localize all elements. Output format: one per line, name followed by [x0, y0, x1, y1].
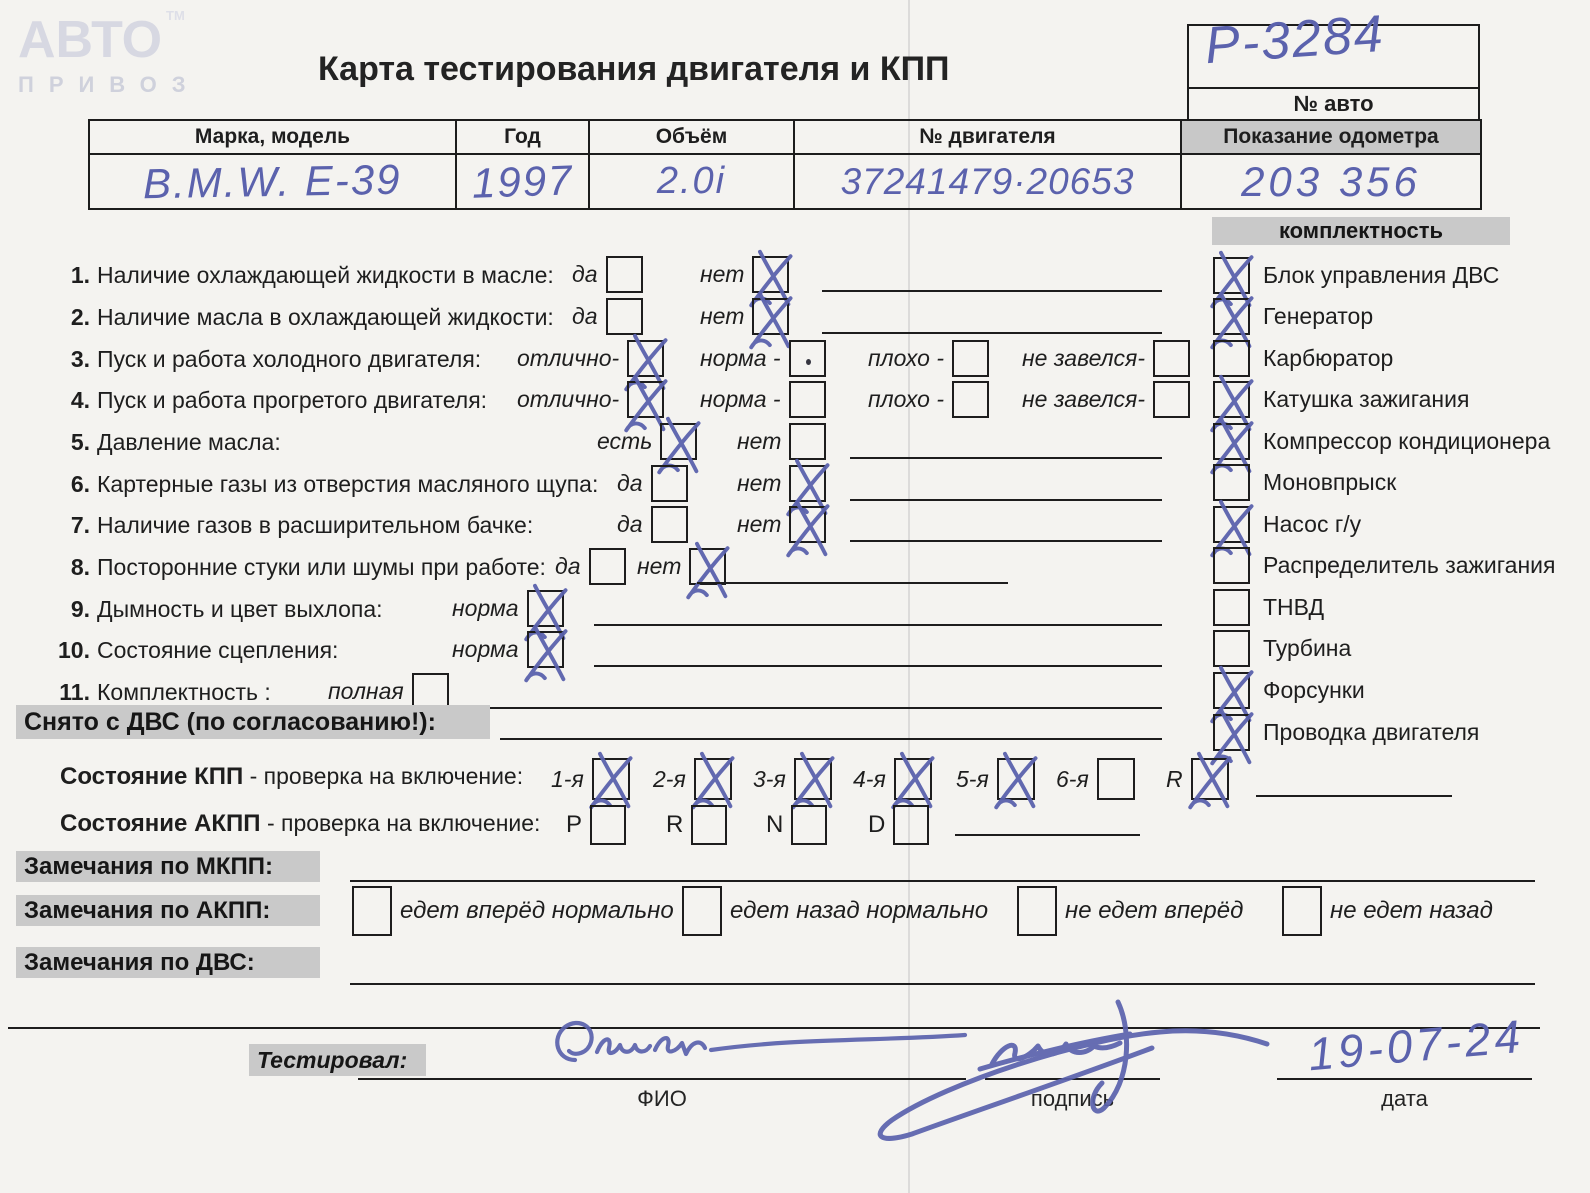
- checkbox[interactable]: [894, 758, 932, 800]
- checkbox[interactable]: [1213, 381, 1250, 418]
- completeness-item: [1213, 298, 1373, 336]
- handwritten-x-mark: [1209, 503, 1257, 553]
- cell-odometer[interactable]: [1182, 155, 1480, 208]
- checkbox[interactable]: [592, 758, 630, 800]
- checkbox[interactable]: [606, 298, 643, 335]
- item-number: 1.: [70, 262, 90, 288]
- checkbox[interactable]: [789, 340, 826, 377]
- answer-option: [452, 590, 564, 627]
- akpp-gear-option: [566, 805, 626, 845]
- kpp-gear-option: [853, 758, 932, 800]
- item-number: 7.: [70, 512, 90, 538]
- checkbox[interactable]: [1153, 381, 1190, 418]
- col-header-engine-no: № двигателя: [795, 121, 1182, 155]
- answer-option-label: да: [555, 553, 581, 579]
- kpp-gear-option: [956, 758, 1035, 800]
- item-number: 11.: [59, 679, 90, 705]
- checkbox[interactable]: [952, 381, 989, 418]
- completeness-item-label: Турбина: [1263, 635, 1352, 662]
- checkbox[interactable]: [1213, 464, 1250, 501]
- item-number: 5.: [70, 429, 90, 455]
- handwritten-x-mark: [1209, 420, 1257, 470]
- checkbox[interactable]: [1191, 758, 1229, 800]
- pen-dot: [806, 359, 811, 365]
- handwritten-x-mark: [1209, 295, 1257, 345]
- checkbox[interactable]: [791, 805, 827, 845]
- completeness-item-label: Генератор: [1263, 303, 1374, 330]
- answer-option-label: норма: [452, 636, 519, 662]
- cell-volume[interactable]: [590, 155, 795, 208]
- kpp-gear-label: 3-я: [753, 765, 786, 792]
- checkbox[interactable]: [789, 506, 826, 543]
- akpp-state-label-bold: Состояние АКПП: [60, 810, 261, 837]
- col-header-make: Марка, модель: [90, 121, 457, 155]
- item-label: Пуск и работа прогретого двигателя:: [97, 387, 488, 413]
- item-label: Наличие газов в расширительном бачке:: [97, 512, 534, 538]
- col-header-volume: Объём: [590, 121, 795, 155]
- answer-option: [700, 298, 789, 335]
- logo-tm-mark: TM: [166, 8, 185, 23]
- completeness-item-label: Проводка двигателя: [1263, 718, 1480, 745]
- checkbox[interactable]: [789, 423, 826, 460]
- checkbox[interactable]: [627, 381, 664, 418]
- item-label: Наличие охлаждающей жидкости в масле:: [97, 262, 554, 288]
- checkbox[interactable]: [651, 506, 688, 543]
- answer-option-label: плохо -: [868, 386, 944, 412]
- item-label: Посторонние стуки или шумы при работе:: [97, 554, 546, 580]
- checkbox[interactable]: [1213, 340, 1250, 377]
- write-in-line: [1256, 795, 1452, 797]
- checklist-row: [0, 590, 1590, 630]
- answer-option: [700, 256, 789, 293]
- item-number: 9.: [70, 596, 90, 622]
- answer-option-label: норма: [452, 595, 519, 621]
- mkpp-remarks-label: Замечания по МКПП:: [16, 851, 320, 882]
- write-in-line: [822, 332, 1162, 334]
- signature-caption: подпись: [1030, 1086, 1115, 1111]
- answer-option-label: не завелся-: [1022, 386, 1146, 412]
- akpp-gear-option: [868, 805, 929, 845]
- answer-option: [517, 340, 664, 377]
- answer-option-label: норма -: [700, 386, 781, 412]
- akpp-remark-option-label: не едет вперёд: [1065, 897, 1244, 924]
- dvs-remarks-label: Замечания по ДВС:: [16, 947, 320, 978]
- answer-option: [572, 256, 643, 293]
- answer-option: [617, 506, 688, 543]
- answer-option-label: нет: [637, 553, 682, 579]
- akpp-state-label: [60, 803, 540, 844]
- answer-option: [737, 465, 826, 502]
- checkbox[interactable]: [893, 805, 929, 845]
- answer-option: [452, 631, 564, 668]
- date-handwritten: 19-07-24: [1306, 1009, 1526, 1081]
- checkbox[interactable]: [789, 465, 826, 502]
- answer-option-label: не завелся-: [1022, 345, 1146, 371]
- checkbox[interactable]: [1097, 758, 1135, 800]
- completeness-item: [1213, 672, 1365, 710]
- item-number: 4.: [70, 387, 90, 413]
- akpp-remark-option: [352, 886, 674, 936]
- kpp-gear-option: [1056, 758, 1135, 800]
- checkbox[interactable]: [606, 256, 643, 293]
- answer-option: [572, 298, 643, 335]
- checkbox[interactable]: [527, 590, 564, 627]
- write-in-line: [594, 624, 1162, 626]
- handwritten-x-mark: [748, 295, 796, 345]
- handwritten-x-mark: [523, 628, 571, 678]
- answer-option: [868, 381, 989, 418]
- checkbox[interactable]: [1282, 886, 1322, 936]
- answer-option: [700, 381, 826, 418]
- item-number: 3.: [70, 346, 90, 372]
- kpp-gear-label: 6-я: [1056, 765, 1089, 792]
- item-number: 6.: [70, 471, 90, 497]
- completeness-item-label: Распределитель зажигания: [1263, 552, 1556, 579]
- cell-make[interactable]: [90, 155, 457, 208]
- checklist-row: [0, 631, 1590, 671]
- checkbox[interactable]: [1153, 340, 1190, 377]
- completeness-item: [1213, 464, 1396, 502]
- kpp-state-label-bold: Состояние КПП: [60, 763, 244, 790]
- write-in-line: [955, 834, 1140, 836]
- answer-option-label: да: [617, 470, 643, 496]
- kpp-gear-option: [653, 758, 732, 800]
- checkbox[interactable]: [660, 423, 697, 460]
- kpp-gear-label: 4-я: [853, 765, 886, 792]
- page-title: Карта тестирования двигателя и КПП: [318, 50, 950, 88]
- completeness-item: [1213, 381, 1469, 419]
- item-label: Пуск и работа холодного двигателя:: [97, 346, 482, 372]
- fio-caption: ФИО: [637, 1086, 687, 1111]
- akpp-gear-option: [766, 805, 827, 845]
- year-handwritten: 1997: [470, 155, 574, 207]
- akpp-remark-option-label: едет назад нормально: [730, 897, 989, 924]
- write-in-line: [350, 880, 1535, 882]
- auto-number-box: [1187, 4, 1480, 121]
- answer-option-label: да: [572, 261, 598, 287]
- handwritten-x-mark: [690, 755, 738, 805]
- completeness-item-label: Катушка зажигания: [1263, 386, 1470, 413]
- akpp-remark-option-label: не едет назад: [1330, 897, 1493, 924]
- answer-option-label: нет: [737, 511, 782, 537]
- completeness-item: [1213, 505, 1361, 543]
- odometer-handwritten: 203 356: [1241, 157, 1421, 205]
- write-in-line: [822, 290, 1162, 292]
- auto-number-label: № авто: [1189, 87, 1478, 118]
- answer-option-label: да: [572, 303, 598, 329]
- answer-option: [737, 423, 826, 460]
- akpp-remarks-label: Замечания по АКПП:: [16, 895, 320, 926]
- kpp-state-label: [60, 756, 523, 797]
- akpp-remark-option: [682, 886, 988, 936]
- answer-option: [700, 340, 826, 377]
- removed-from-engine-label: Снято с ДВС (по согласованию!):: [16, 705, 490, 739]
- kpp-gear-label: R: [1166, 765, 1183, 792]
- checkbox[interactable]: [997, 758, 1035, 800]
- answer-option: [1022, 340, 1190, 377]
- write-in-line: [850, 457, 1162, 459]
- checkbox[interactable]: [794, 758, 832, 800]
- completeness-item-label: Карбюратор: [1263, 344, 1394, 371]
- completeness-item: [1213, 422, 1550, 460]
- auto-number-field[interactable]: [1189, 4, 1478, 87]
- handwritten-x-mark: [656, 420, 704, 470]
- checkbox[interactable]: [527, 631, 564, 668]
- write-in-line: [850, 540, 1162, 542]
- checkbox[interactable]: [1017, 886, 1057, 936]
- kpp-state-label-rest: - проверка на включение:: [243, 763, 524, 789]
- item-label: Дымность и цвет выхлопа:: [97, 596, 383, 622]
- akpp-remark-option: [1282, 886, 1493, 936]
- answer-option: [555, 548, 626, 585]
- answer-option-label: полная: [328, 678, 404, 704]
- checkbox[interactable]: [590, 805, 626, 845]
- item-number: 10.: [58, 637, 90, 663]
- completeness-item: [1213, 630, 1351, 668]
- checkbox[interactable]: [1213, 298, 1250, 335]
- akpp-remark-option-label: едет вперёд нормально: [400, 897, 674, 924]
- item-label: Комплектность :: [97, 679, 271, 705]
- signature-handwriting: [852, 986, 1272, 1154]
- handwritten-x-mark: [890, 755, 938, 805]
- kpp-gear-option: [1166, 758, 1229, 800]
- kpp-gear-label: 2-я: [653, 765, 686, 792]
- checkbox[interactable]: [627, 340, 664, 377]
- akpp-gear-label: N: [766, 811, 784, 838]
- completeness-item-label: ТНВД: [1263, 593, 1325, 620]
- completeness-item-label: Моновпрыск: [1263, 469, 1397, 496]
- logo-brand-row: [18, 8, 201, 69]
- col-header-year: Год: [457, 121, 590, 155]
- make-handwritten: B.M.W. E-39: [142, 155, 403, 207]
- checkbox[interactable]: [1213, 630, 1250, 667]
- checkbox[interactable]: [789, 381, 826, 418]
- checkbox[interactable]: [691, 805, 727, 845]
- write-in-line: [850, 499, 1162, 501]
- checkbox[interactable]: [1213, 589, 1250, 626]
- answer-option-label: нет: [737, 470, 782, 496]
- logo-brand-text: АВТО: [18, 11, 163, 69]
- completeness-item: [1213, 339, 1393, 377]
- akpp-gear-label: R: [666, 811, 684, 838]
- cell-year[interactable]: [457, 155, 590, 208]
- checkbox[interactable]: [752, 256, 789, 293]
- auto-number-handwritten: Р-3284: [1203, 4, 1387, 76]
- vehicle-table: [88, 119, 1482, 210]
- answer-option: [737, 506, 826, 543]
- answer-option-label: норма -: [700, 345, 781, 371]
- checkbox[interactable]: [1213, 423, 1250, 460]
- checkbox[interactable]: [589, 548, 626, 585]
- write-in-line: [594, 665, 1162, 667]
- tested-by-label: Тестировал:: [249, 1044, 426, 1076]
- completeness-item: [1213, 256, 1499, 294]
- write-in-line: [350, 983, 1535, 985]
- cell-engine-no[interactable]: [795, 155, 1182, 208]
- answer-option-label: нет: [737, 428, 782, 454]
- checkbox[interactable]: [682, 886, 722, 936]
- completeness-header: комплектность: [1212, 217, 1510, 245]
- answer-option-label: да: [617, 511, 643, 537]
- logo-subtitle: ПРИВОЗ: [18, 72, 201, 97]
- checkbox[interactable]: [752, 298, 789, 335]
- kpp-gear-label: 1-я: [551, 765, 584, 792]
- answer-option-label: есть: [597, 428, 653, 454]
- checkbox[interactable]: [352, 886, 392, 936]
- checkbox[interactable]: [952, 340, 989, 377]
- col-header-odometer: Показание одометра: [1182, 121, 1480, 155]
- logo: [18, 8, 201, 98]
- handwritten-x-mark: [1187, 755, 1235, 805]
- item-label: Наличие масла в охлаждающей жидкости:: [97, 304, 554, 330]
- handwritten-x-mark: [790, 755, 838, 805]
- date-caption: дата: [1381, 1086, 1428, 1111]
- handwritten-x-mark: [993, 755, 1041, 805]
- completeness-item-label: Насос г/у: [1263, 510, 1362, 537]
- kpp-gear-option: [551, 758, 630, 800]
- completeness-item: [1213, 588, 1324, 626]
- engine-no-handwritten: 37241479·20653: [840, 160, 1135, 202]
- answer-option: [617, 465, 688, 502]
- handwritten-x-mark: [588, 755, 636, 805]
- akpp-remark-option: [1017, 886, 1243, 936]
- handwritten-x-mark: [785, 503, 833, 553]
- answer-option: [517, 381, 664, 418]
- akpp-gear-option: [666, 805, 727, 845]
- item-label: Давление масла:: [97, 429, 281, 455]
- checkbox[interactable]: [1213, 506, 1250, 543]
- write-in-line: [458, 707, 1162, 709]
- write-in-line: [500, 738, 1162, 740]
- answer-option-label: нет: [700, 261, 745, 287]
- volume-handwritten: 2.0i: [656, 160, 727, 202]
- write-in-line: [697, 582, 1008, 584]
- checkbox[interactable]: [1213, 257, 1250, 294]
- answer-option: [1022, 381, 1190, 418]
- answer-option-label: отлично-: [517, 386, 620, 412]
- completeness-item-label: Блок управления ДВС: [1263, 261, 1500, 288]
- handwritten-x-mark: [1209, 711, 1257, 761]
- handwritten-x-mark: [685, 545, 733, 595]
- checkbox[interactable]: [694, 758, 732, 800]
- checkbox[interactable]: [689, 548, 726, 585]
- kpp-gear-option: [753, 758, 832, 800]
- answer-option: [868, 340, 989, 377]
- completeness-item: [1213, 713, 1479, 751]
- completeness-item-label: Компрессор кондиционера: [1263, 427, 1551, 454]
- akpp-state-label-rest: - проверка на включение:: [260, 810, 541, 836]
- answer-option-label: плохо -: [868, 345, 944, 371]
- checkbox[interactable]: [1213, 714, 1250, 751]
- item-number: 2.: [70, 304, 90, 330]
- completeness-item-label: Форсунки: [1263, 677, 1365, 703]
- akpp-gear-label: D: [868, 811, 886, 838]
- item-label: Состояние сцепления:: [97, 637, 339, 663]
- checkbox[interactable]: [651, 465, 688, 502]
- akpp-gear-label: P: [566, 811, 583, 838]
- completeness-item: [1213, 547, 1555, 585]
- answer-option-label: нет: [700, 303, 745, 329]
- item-label: Картерные газы из отверстия масляного щупа:: [97, 471, 599, 497]
- answer-option: [637, 548, 726, 585]
- kpp-gear-label: 5-я: [956, 765, 989, 792]
- checkbox[interactable]: [1213, 547, 1250, 584]
- checkbox[interactable]: [1213, 672, 1250, 709]
- answer-option: [597, 423, 697, 460]
- item-number: 8.: [70, 554, 90, 580]
- answer-option-label: отлично-: [517, 345, 620, 371]
